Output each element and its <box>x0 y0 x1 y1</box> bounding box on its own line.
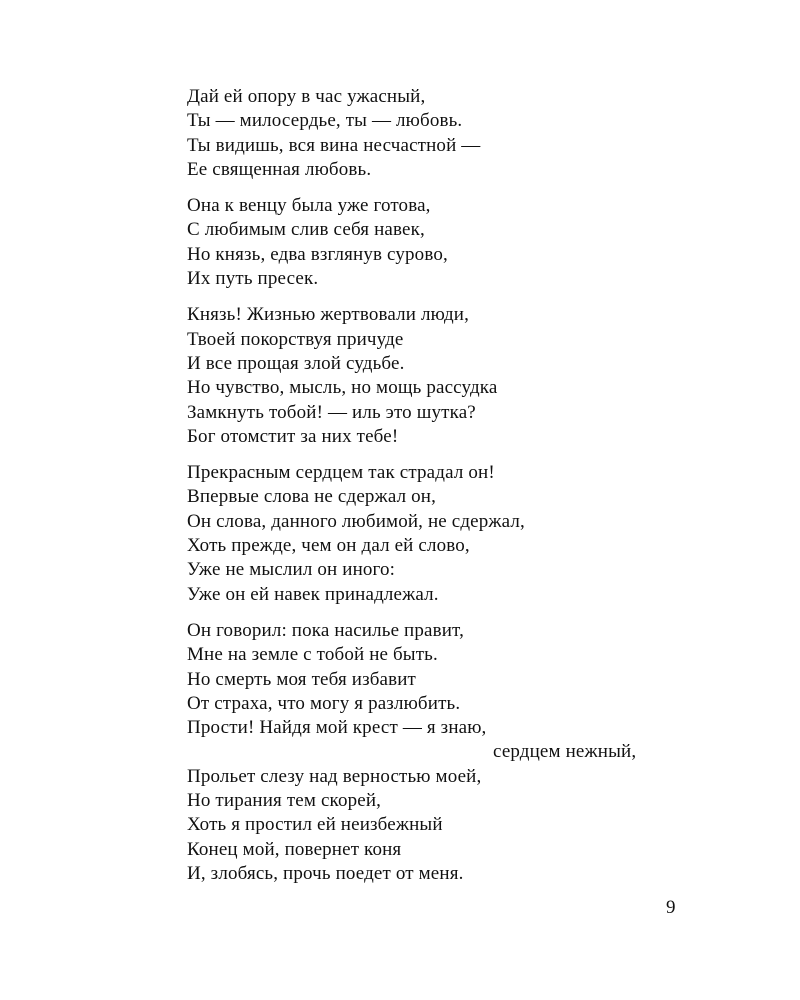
poem-line: Бог отомстит за них тебе! <box>187 425 399 447</box>
poem-line: Конец мой, повернет коня <box>187 838 402 860</box>
poem-line: Уже не мыслил он иного: <box>187 559 396 581</box>
poem-line: Ее священная любовь. <box>187 158 372 180</box>
page-number: 9 <box>666 897 676 918</box>
poem-line: Мне на земле с тобой не быть. <box>187 644 438 666</box>
poem-line: Князь! Жизнью жертвовали люди, <box>187 304 470 326</box>
poem-line: Замкнуть тобой! — иль это шутка? <box>187 401 476 423</box>
poem-line: Ты видишь, вся вина несчастной — <box>187 134 481 156</box>
stanza <box>187 85 707 182</box>
poem-line: Он слова, данного любимой, не сдержал, <box>187 510 525 532</box>
stanza <box>187 194 707 291</box>
poem-line: Дай ей опору в час ужасный, <box>187 86 426 107</box>
poem-line: Но чувство, мысль, но мощь рассудка <box>187 377 498 399</box>
poem-line: Хоть прежде, чем он дал ей слово, <box>187 535 470 557</box>
poem-line: Уже он ей навек принадлежал. <box>187 583 439 605</box>
poem-line: И все прощая злой судьбе. <box>187 352 405 374</box>
poem-line: Прости! Найдя мой крест — я знаю, <box>187 717 487 739</box>
poem-line: Но тирания тем скорей, <box>187 790 382 812</box>
stanza <box>187 303 707 449</box>
poem-line: Их путь пресек. <box>187 268 319 290</box>
poem-text <box>187 85 707 898</box>
poem-line: С любимым слив себя навек, <box>187 219 425 241</box>
poem-line: И, злобясь, прочь поедет от меня. <box>187 862 464 884</box>
poem-line: Он говорил: пока насилье правит, <box>187 619 464 641</box>
poem-line: Прольет слезу над верностью моей, <box>187 765 482 787</box>
stanza <box>187 619 707 886</box>
poem-line: Впервые слова не сдержал он, <box>187 486 436 508</box>
poem-line: Она к венцу была уже готова, <box>187 195 431 217</box>
poem-line: Ты — милосердье, ты — любовь. <box>187 110 463 132</box>
poem-line: сердцем нежный, <box>493 741 637 763</box>
stanza <box>187 461 707 607</box>
poem-line: Но князь, едва взглянув сурово, <box>187 243 448 265</box>
poem-line: Но смерть моя тебя избавит <box>187 668 417 690</box>
poem-line: Твоей покорствуя причуде <box>187 328 404 350</box>
poem-line: От страха, что могу я разлюбить. <box>187 692 461 714</box>
poem-line: Хоть я простил ей неизбежный <box>187 814 443 836</box>
poem-line: Прекрасным сердцем так страдал он! <box>187 462 495 484</box>
